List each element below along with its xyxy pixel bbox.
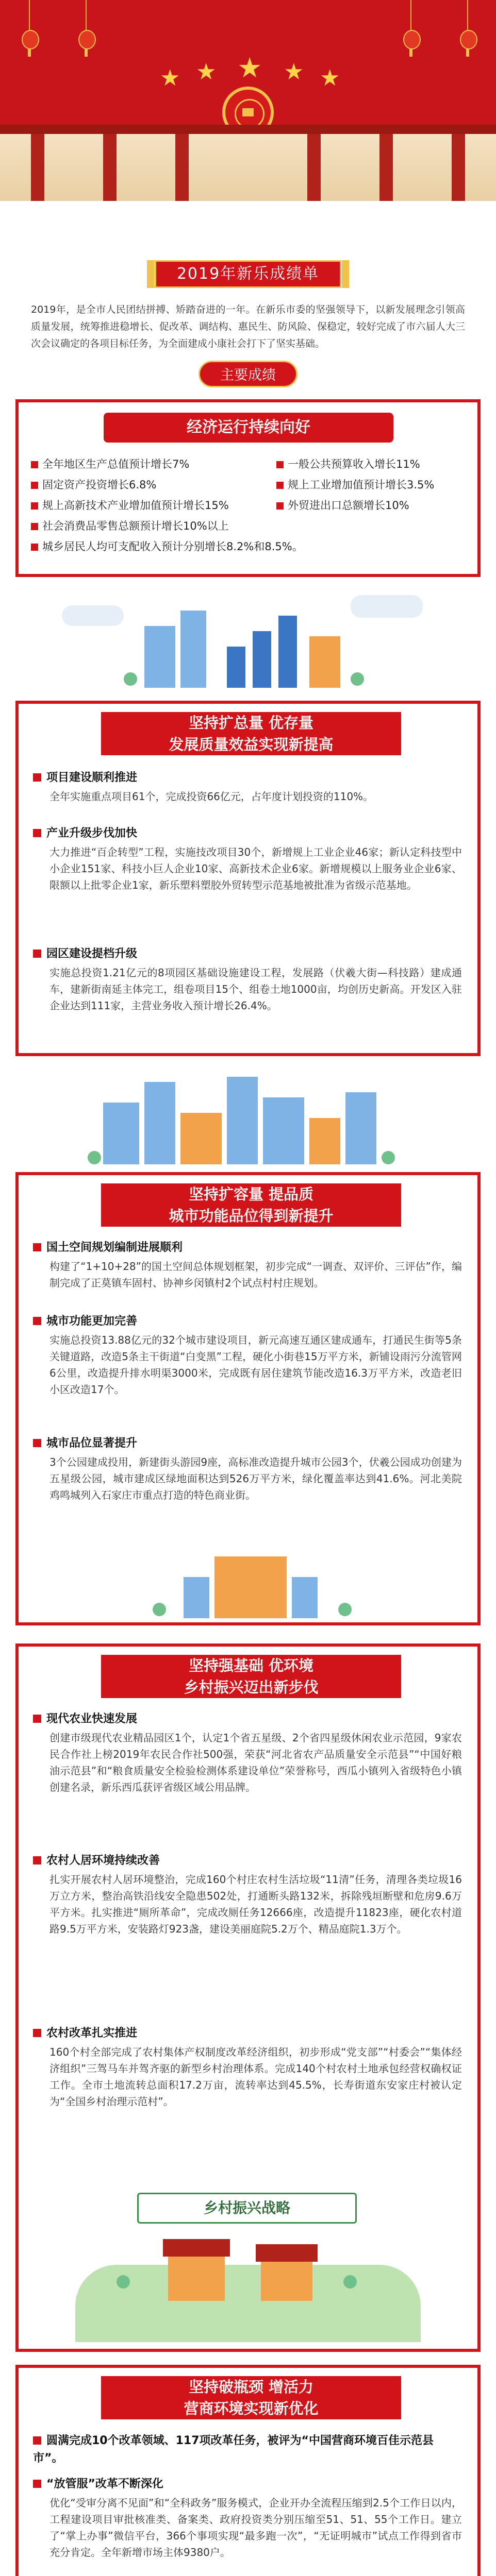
item-text: 160个村全部完成了农村集体产权制度改革经济组织，初步形成“党支部”“村委会”“集体经济组织”三驾马车并驾齐驱的新型乡村治理体系。完成140个村农村土地承包经营权确权证工作。全市土地流转总面积17.2万亩，流转率达到45.5%，长寿街道东安家庄村被认定为“全国乡村治理示范村”。 (49, 2046, 462, 2108)
item-text: 3个公园建成投用，新建街头游园9座，高标准改造提升城市公园3个，伏羲公园成功创建为五星级公园，城市建成区绿地面积达到526万平方米，绿化覆盖率达到41.6%。河北美院鸡鸣城列入石家庄市重点打造的特色商业街。 (49, 1456, 462, 1501)
star-icon: ★ (284, 59, 304, 85)
item-heading: 农村人居环境持续改善 (33, 1853, 160, 1869)
star-icon: ★ (320, 65, 340, 91)
intro-text: 2019年，是全市人民团结拼搏、矫踏奋进的一年。在新乐市委的坚强领导下，以新发展理念引领高质量发展，统筹推进稳增长、促改革、调结构、惠民生、防风险、保稳定，较好完成了市六届人大三次会议确定的各项目标任务，为全面建成小康社会打下了坚实基础。 (31, 304, 465, 349)
city-chart-illustration (41, 585, 454, 688)
item-text: 优化“受审分离不见面”和“全科政务”服务模式，企业开办全流程压缩到2.5个工作日以内，工程建设项目审批核准类、备案类、政府投资类分别压缩至51、51、55个工作日。建立了“掌上办事”微信平台，366个事项实现“最多跑一次”，“无证明城市”试点工作得到省市充分肯定。全年新增市场主体9380户。 (49, 2497, 462, 2558)
section-title-1: 坚持扩容量 提品质 (188, 1185, 314, 1203)
rural-sign: 乡村振兴战略 (137, 2193, 357, 2224)
section-rural (15, 1643, 481, 2352)
item-heading: 城市功能更加完善 (33, 1313, 137, 1330)
skyline-illustration (41, 1066, 454, 1164)
section-title-2: 城市功能品位得到新提升 (169, 1207, 334, 1225)
item-heading: 圆满完成10个改革领域、117项改革任务，被评为“中国营商环境百佳示范县市”。 (33, 2434, 434, 2465)
item-heading: 项目建设顺利推进 (33, 770, 137, 786)
section-banner (101, 1183, 401, 1227)
star-icon: ★ (237, 52, 262, 84)
economy-item: 规上高新技术产业增加值预计增长15% (31, 498, 229, 513)
lantern-icon (21, 0, 38, 57)
section-banner (101, 2376, 401, 2419)
economy-title: 经济运行持续向好 (104, 413, 393, 443)
item-heading: 农村改革扎实推进 (33, 2025, 137, 2042)
section-title-1: 坚持扩总量 优存量 (188, 714, 314, 732)
item-heading: 园区建设提档升级 (33, 946, 137, 962)
item-heading: 国土空间规划编制进展顺利 (33, 1240, 183, 1256)
section-city (15, 1172, 481, 1625)
economy-item: 一般公共预算收入增长11% (276, 456, 420, 472)
item-text: 创建市级现代农业精品园区1个，认定1个省五星级、2个省四星级休闲农业示范园，9家农民合作社上榜2019年农民合作社500强，荣获“河北省农产品质量安全示范县”“中国好粮油示范县”和“粮食质量安全检验检测体系建设单位”荣誉称号，西瓜小镇列入省级特色小镇创建名录，新乐西瓜获评省级区域公用品牌。 (49, 1732, 462, 1793)
item-text: 实施总投资1.21亿元的8项园区基础设施建设工程，发展路（伏羲大街—科技路）建成通车，建新街南延主体完工，组卷项目15个、组卷土地1000亩，均创历史新高。开发区入驻企业达到111家，主营业务收入预计增长26.4%。 (49, 967, 462, 1012)
section-title-2: 营商环境实现新优化 (184, 2400, 319, 2417)
section-business (15, 2365, 481, 2576)
item-text: 大力推进“百企转型”工程，实施技改项目30个，新增规上工业企业46家；新认定科技型中小企业151家、科技小巨人企业10家、高新技术企业6家。新增规模以上服务业企业6家、限额以上批零企业1家，新乐塑料塑胶外贸转型示范基地被批准为省级示范基地。 (49, 846, 462, 891)
economy-item: 全年地区生产总值预计增长7% (31, 456, 189, 472)
item-heading: 城市品位显著提升 (33, 1435, 137, 1452)
page-title: 2019年新乐成绩单 (155, 260, 341, 288)
rural-illustration (75, 2193, 421, 2342)
item-heading: “放管服”改革不断深化 (33, 2476, 163, 2493)
economy-item: 固定资产投资增长6.8% (31, 477, 156, 493)
header-banner (0, 0, 496, 201)
lantern-icon (402, 0, 420, 57)
section-title-2: 乡村振兴迈出新步伐 (184, 1679, 319, 1696)
item-text: 实施总投资13.88亿元的32个城市建设项目，新元高速互通区建成通车，打通民生街等5条关键道路，改造5条主干街道“白变黑”工程，硬化小街巷15万平方米，新铺设雨污分流管网6公里，改造提升排水明渠3000米，完成既有居住建筑节能改造16.3万平方米，改造老旧小区改造17个。 (49, 1334, 462, 1396)
item-text: 扎实开展农村人居环境整治，完成160个村庄农村生活垃圾“11清”任务，清理各类垃圾16万立方米，整治高铁沿线安全隐患502处，打通断头路132米，拆除残垣断壁和危房9.6万平方米。扎实推进“厕所革命”，完成改厕任务12666座，改造提升11823座，硬化农村道路9.5万平方米，安装路灯923盏，建设美丽庭院5.2万个、精品庭院1.3万个。 (49, 1873, 462, 1935)
item-heading: 现代农业快速发展 (33, 1711, 137, 1727)
star-icon: ★ (160, 65, 180, 91)
section-title-1: 坚持破瓶颈 增活力 (188, 2378, 314, 2396)
lantern-icon (459, 0, 476, 57)
economy-item: 规上工业增加值预计增长3.5% (276, 477, 434, 493)
item-text: 构建了“1+10+28”的国土空间总体规划框架，初步完成“一调查、双评价、三评估”作，编制完成了正莫镇车固村、协神乡闵镇村2个试点村村庄规划。 (49, 1260, 462, 1289)
lantern-icon (77, 0, 95, 57)
economy-item: 社会消费品零售总额预计增长10%以上 (31, 518, 229, 534)
section-investment (15, 701, 481, 1056)
palace-wall (0, 134, 496, 201)
item-text: 全年实施重点项目61个，完成投资66亿元，占年度计划投资的110%。 (49, 790, 374, 803)
section-title-2: 发展质量效益实现新提高 (169, 736, 334, 753)
economy-item: 城乡居民人均可支配收入预计分别增长8.2%和8.5%。 (31, 539, 303, 554)
park-illustration (122, 1546, 379, 1618)
economy-item: 外贸进出口总额增长10% (276, 498, 409, 513)
section-title-1: 坚持强基础 优环境 (188, 1657, 314, 1674)
economy-panel (15, 399, 481, 577)
section-banner (101, 712, 401, 755)
item-heading: 产业升级步伐加快 (33, 825, 137, 842)
main-results-badge: 主要成绩 (199, 361, 297, 387)
star-icon: ★ (196, 59, 217, 85)
section-banner (101, 1655, 401, 1698)
